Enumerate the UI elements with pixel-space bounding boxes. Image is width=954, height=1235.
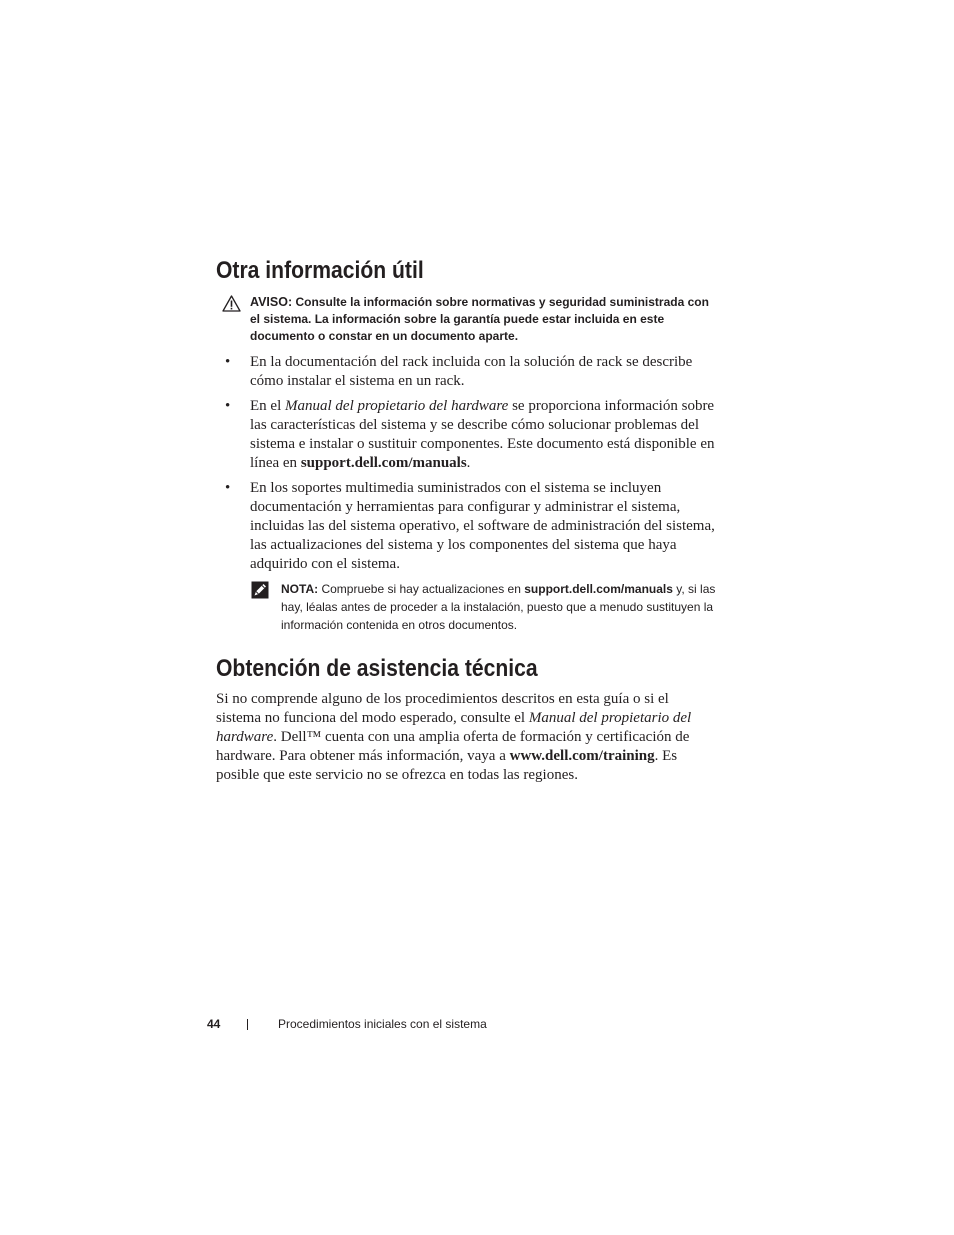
note-box: NOTA: Compruebe si hay actualizaciones en support.dell.com/manuals y, si las hay, léalas antes de proceder a la instalación, puesto que a menudo sustituyen la información contenida en otros documentos. xyxy=(216,580,716,634)
note-label: NOTA: xyxy=(281,582,319,596)
list-item: • En la documentación del rack incluida con la solución de rack se describe cómo instalar el sistema en un rack. xyxy=(225,354,693,389)
warning-label: AVISO: xyxy=(250,295,293,309)
note-support-link[interactable]: support.dell.com/manuals xyxy=(524,582,673,596)
list-item: • En el Manual del propietario del hardware se proporciona información sobre las características del sistema y se describe cómo solucionar problemas del sistema e instalar o sustituir componentes. Este documento está disponible en línea en support.dell.com/manuals. xyxy=(225,398,715,471)
info-bullet-list xyxy=(216,353,716,574)
support-link[interactable]: support.dell.com/manuals xyxy=(300,455,467,471)
footer-separator xyxy=(247,1019,248,1030)
page-number: 44 xyxy=(207,1017,221,1031)
bullet-dot: • xyxy=(225,398,231,414)
manual-title-italic: Manual del propietario del hardware xyxy=(285,398,509,414)
training-link[interactable]: www.dell.com/training xyxy=(509,748,655,764)
list-item: • En los soportes multimedia suministrados con el sistema se incluyen documentación y herramientas para configurar y administrar el sistema, incluidas las del sistema operativo, el software de administración del sistema, las actualizaciones del sistema y los componentes del sistema que haya adquirido con el sistema. xyxy=(225,480,715,572)
page-content xyxy=(216,256,716,785)
warning-triangle-icon xyxy=(222,295,241,317)
footer-title: Procedimientos iniciales con el sistema xyxy=(278,1017,487,1031)
warning-notice xyxy=(216,294,716,345)
manual-title-italic: Manual del propietario del hardware xyxy=(216,710,692,745)
bullet-dot: • xyxy=(225,354,231,370)
section-heading-asistencia-tecnica: Obtención de asistencia técnica xyxy=(216,655,538,682)
warning-text: Consulte la información sobre normativas y seguridad suministrada con el sistema. La información sobre la garantía puede estar incluida en este documento o constar en un documento aparte. xyxy=(250,295,709,343)
note-pencil-icon xyxy=(251,581,269,604)
assistance-paragraph: Si no comprende alguno de los procedimientos descritos en esta guía o si el sistema no funciona del modo esperado, consulte el Manual del propietario del hardware. Dell™ cuenta con una amplia oferta de formación y certificación de hardware. Para obtener más información, vaya a www.dell.com/training. Es posible que este servicio no se ofrezca en todas las regiones. xyxy=(216,691,692,783)
section-heading-otra-informacion: Otra información útil xyxy=(216,257,424,284)
bullet-dot: • xyxy=(225,480,231,496)
